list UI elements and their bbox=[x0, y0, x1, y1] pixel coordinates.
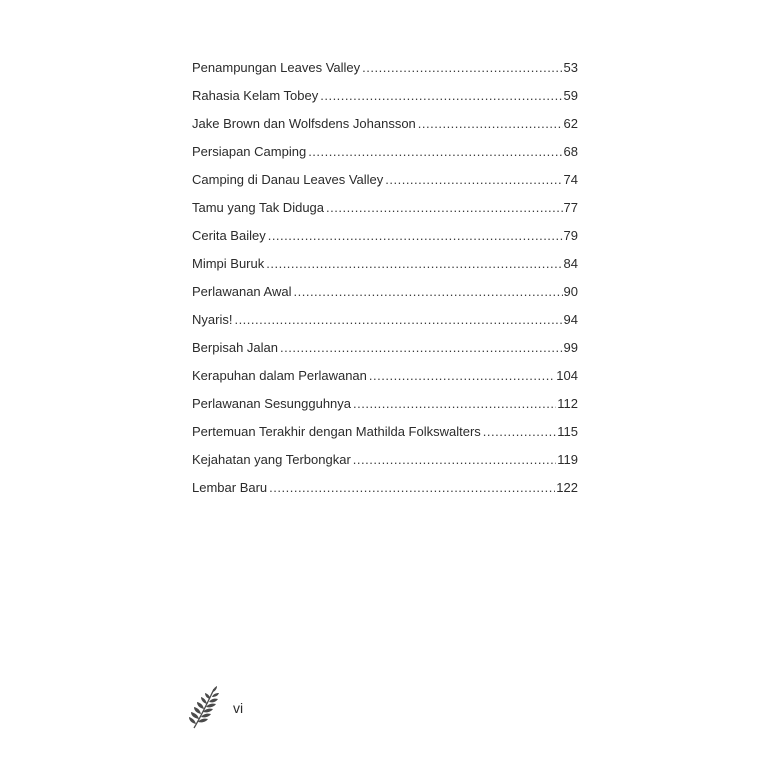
toc-entry-page: 115 bbox=[557, 424, 578, 439]
toc-entry-title: Berpisah Jalan bbox=[192, 340, 278, 355]
toc-entry-page: 59 bbox=[563, 88, 578, 103]
toc-entry-title: Perlawanan Sesungguhnya bbox=[192, 396, 352, 411]
toc-entry bbox=[192, 85, 578, 113]
toc-entry-title: Tamu yang Tak Diduga bbox=[192, 200, 325, 215]
toc-entry-page: 99 bbox=[563, 340, 578, 355]
toc-dot-leader bbox=[362, 57, 562, 79]
toc-entry-title: Mimpi Buruk bbox=[192, 256, 265, 271]
page-footer bbox=[188, 686, 243, 730]
toc-entry-title: Camping di Danau Leaves Valley bbox=[192, 172, 384, 187]
toc-entry-page: 122 bbox=[556, 480, 578, 495]
toc-entry-page: 104 bbox=[556, 368, 578, 383]
toc-entry bbox=[192, 281, 578, 309]
toc-entry-title: Cerita Bailey bbox=[192, 228, 266, 243]
toc-dot-leader bbox=[353, 449, 556, 471]
table-of-contents bbox=[192, 57, 578, 505]
toc-entry-page: 112 bbox=[557, 396, 578, 411]
toc-entry bbox=[192, 169, 578, 197]
toc-dot-leader bbox=[280, 337, 563, 359]
toc-dot-leader bbox=[483, 421, 556, 443]
toc-entry-title: Jake Brown dan Wolfsdens Johansson bbox=[192, 116, 416, 131]
toc-dot-leader bbox=[326, 197, 563, 219]
toc-entry-page: 79 bbox=[563, 228, 578, 243]
toc-entry-page: 68 bbox=[563, 144, 578, 159]
toc-entry bbox=[192, 57, 578, 85]
toc-entry bbox=[192, 393, 578, 421]
toc-entry bbox=[192, 421, 578, 449]
toc-entry-title: Persiapan Camping bbox=[192, 144, 307, 159]
toc-entry bbox=[192, 449, 578, 477]
toc-entry-title: Kerapuhan dalam Perlawanan bbox=[192, 368, 367, 383]
toc-dot-leader bbox=[369, 365, 555, 387]
toc-entry-page: 94 bbox=[563, 312, 578, 327]
toc-entry-page: 90 bbox=[563, 284, 578, 299]
toc-entry-page: 119 bbox=[557, 452, 578, 467]
toc-entry-title: Kejahatan yang Terbongkar bbox=[192, 452, 351, 467]
toc-dot-leader bbox=[385, 169, 562, 191]
toc-entry-page: 53 bbox=[563, 60, 578, 75]
toc-dot-leader bbox=[268, 225, 563, 247]
toc-entry bbox=[192, 141, 578, 169]
toc-dot-leader bbox=[266, 253, 562, 275]
toc-entry bbox=[192, 113, 578, 141]
toc-entry-title: Penampungan Leaves Valley bbox=[192, 60, 361, 75]
toc-entry-page: 74 bbox=[563, 172, 578, 187]
toc-entry-page: 77 bbox=[563, 200, 578, 215]
toc-dot-leader bbox=[269, 477, 555, 499]
toc-dot-leader bbox=[294, 281, 563, 303]
toc-dot-leader bbox=[353, 393, 556, 415]
page-number: vi bbox=[233, 700, 244, 716]
toc-entry-title: Nyaris! bbox=[192, 312, 233, 327]
toc-entry-page: 62 bbox=[563, 116, 578, 131]
toc-entry bbox=[192, 337, 578, 365]
toc-dot-leader bbox=[308, 141, 562, 163]
toc-dot-leader bbox=[418, 113, 563, 135]
toc-entry bbox=[192, 253, 578, 281]
toc-entry bbox=[192, 477, 578, 505]
toc-entry bbox=[192, 225, 578, 253]
toc-entry-title: Pertemuan Terakhir dengan Mathilda Folkswalters bbox=[192, 424, 481, 439]
toc-entry bbox=[192, 309, 578, 337]
fern-leaf-icon bbox=[188, 686, 222, 730]
toc-entry-title: Rahasia Kelam Tobey bbox=[192, 88, 319, 103]
toc-entry bbox=[192, 365, 578, 393]
toc-entry-title: Lembar Baru bbox=[192, 480, 268, 495]
toc-dot-leader bbox=[320, 85, 562, 107]
toc-dot-leader bbox=[234, 309, 562, 331]
toc-entry bbox=[192, 197, 578, 225]
toc-entry-title: Perlawanan Awal bbox=[192, 284, 292, 299]
toc-entry-page: 84 bbox=[563, 256, 578, 271]
